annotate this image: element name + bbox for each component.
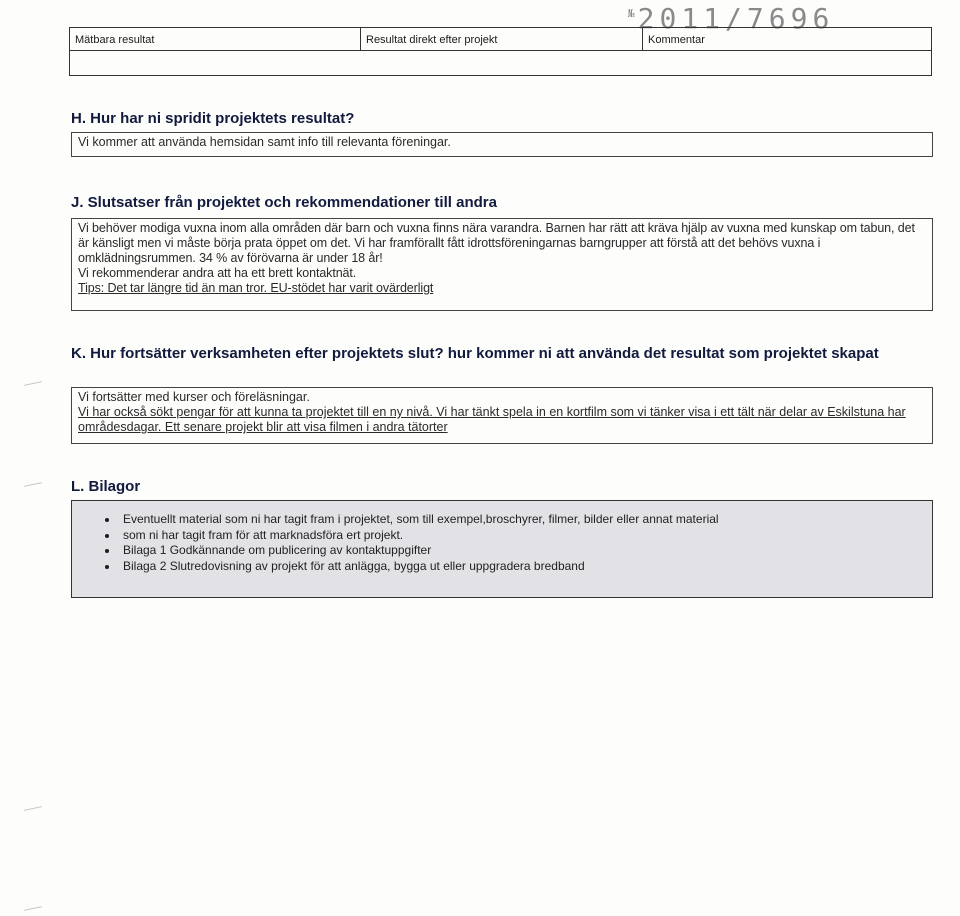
section-j-heading: J. Slutsatser från projektet och rekommendationer till andra (71, 194, 497, 211)
results-table-header-row (70, 28, 931, 51)
section-k-answer (71, 387, 933, 444)
col-direct-results: Resultat direkt efter projekt (361, 28, 643, 50)
results-table (69, 27, 932, 76)
section-h-answer (71, 132, 933, 157)
section-j-para1: Vi behöver modiga vuxna inom alla områden där barn och vuxna finns nära varandra. Barnen har rätt att kräva hjälp av vuxna med kunskap om tabun, det är känsligt men vi måste börja prata öppet om det. Vi har framförallt fått idrottsföreningarnas barngrupper att förstå att det behövs vuxna i omklädningsrummen. 34 % av förövarna är under 18 år! (78, 221, 915, 265)
attachment-item: • som ni har tagit fram för att marknadsföra ert projekt. (119, 528, 932, 544)
section-h-heading: H. Hur har ni spridit projektets resultat? (71, 110, 355, 127)
stamp-prefix: № (628, 7, 634, 20)
section-j-para2: Vi rekommenderar andra att ha ett brett kontaktnät. (78, 266, 357, 280)
attachment-item: • Bilaga 2 Slutredovisning av projekt för att anlägga, bygga ut eller uppgradera bredband (119, 559, 932, 575)
section-j-para3: Tips: Det tar längre tid än man tror. EU-stödet har varit ovärderligt (78, 281, 434, 295)
col-comment: Kommentar (648, 34, 705, 46)
section-l-heading: L. Bilagor (71, 478, 141, 495)
margin-punch-mark (24, 482, 42, 487)
section-j-answer (71, 218, 933, 311)
section-k-para2: Vi har också sökt pengar för att kunna ta projektet till en ny nivå. Vi har tänkt spela in en kortfilm som vi tänker visa i ett tält när delar av Eskilstuna har områdesdagar. Ett senare projekt blir att visa filmen i andra tätorter (78, 405, 906, 434)
attachment-item: • Eventuellt material som ni har tagit fram i projektet, som till exempel,broschyrer, filmer, bilder eller annat material (119, 512, 932, 528)
margin-punch-mark (24, 906, 42, 911)
attachment-item: • Bilaga 1 Godkännande om publicering av kontaktuppgifter (119, 543, 932, 559)
section-k-heading: K. Hur fortsätter verksamheten efter projektets slut? hur kommer ni att använda det resultat som projektet skapat (71, 345, 879, 362)
col-measurable-results: Mätbara resultat (70, 28, 361, 50)
section-h-text: Vi kommer att använda hemsidan samt info till relevanta föreningar. (78, 135, 451, 149)
attachments-box (71, 500, 933, 598)
margin-punch-mark (24, 381, 42, 386)
attachments-list (72, 512, 932, 574)
stamp-number: 2011/7696 (637, 2, 835, 35)
section-k-para1: Vi fortsätter med kurser och föreläsningar. (78, 390, 310, 404)
margin-punch-mark (24, 806, 42, 811)
